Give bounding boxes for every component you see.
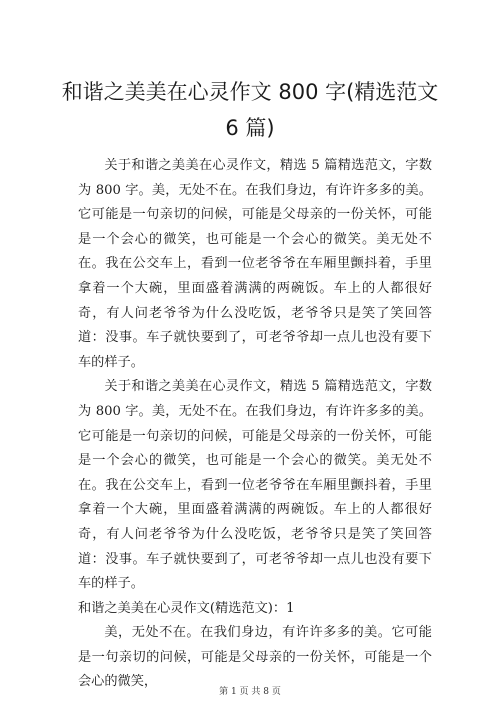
document-body bbox=[78, 154, 432, 695]
document-title: 和谐之美美在心灵作文 800 字(精选范文 6 篇) bbox=[61, 80, 439, 140]
paragraph-3: 美，无处不在。在我们身边，有许许多多的美。它可能是一句亲切的问候，可能是父母亲的一份关怀，可能是一个会心的微笑， bbox=[78, 625, 432, 690]
paragraph-1: 关于和谐之美美在心灵作文，精选 5 篇精选范文，字数为 800 字。美，无处不在。在我们身边，有许许多多的美。它可能是一句亲切的问候，可能是父母亲的一份关怀，可能是一个会心的微笑，也可能是一个会心的微笑。美无处不在。我在公交车上，看到一位老爷爷在车厢里颤抖着，手里拿着一个大碗，里面盛着满满的两碗饭。车上的人都很好奇，有人问老爷爷为什么没吃饭，老爷爷只是笑了笑回答道：没事。车子就快要到了，可老爷爷却一点儿也没有要下车的样子。 bbox=[78, 158, 432, 370]
paragraph-2: 关于和谐之美美在心灵作文，精选 5 篇精选范文，字数为 800 字。美，无处不在。在我们身边，有许许多多的美。它可能是一句亲切的问候，可能是父母亲的一份关怀，可能是一个会心的微笑，也可能是一个会心的微笑。美无处不在。我在公交车上，看到一位老爷爷在车厢里颤抖着，手里拿着一个大碗，里面盛着满满的两碗饭。车上的人都很好奇，有人问老爷爷为什么没吃饭，老爷爷只是笑了笑回答道：没事。车子就快要到了，可老爷爷却一点儿也没有要下车的样子。 bbox=[78, 379, 432, 592]
section-subheading: 和谐之美美在心灵作文(精选范文)：1 bbox=[78, 600, 295, 616]
page-number-footer: 第 1 页 共 8 页 bbox=[219, 687, 281, 697]
